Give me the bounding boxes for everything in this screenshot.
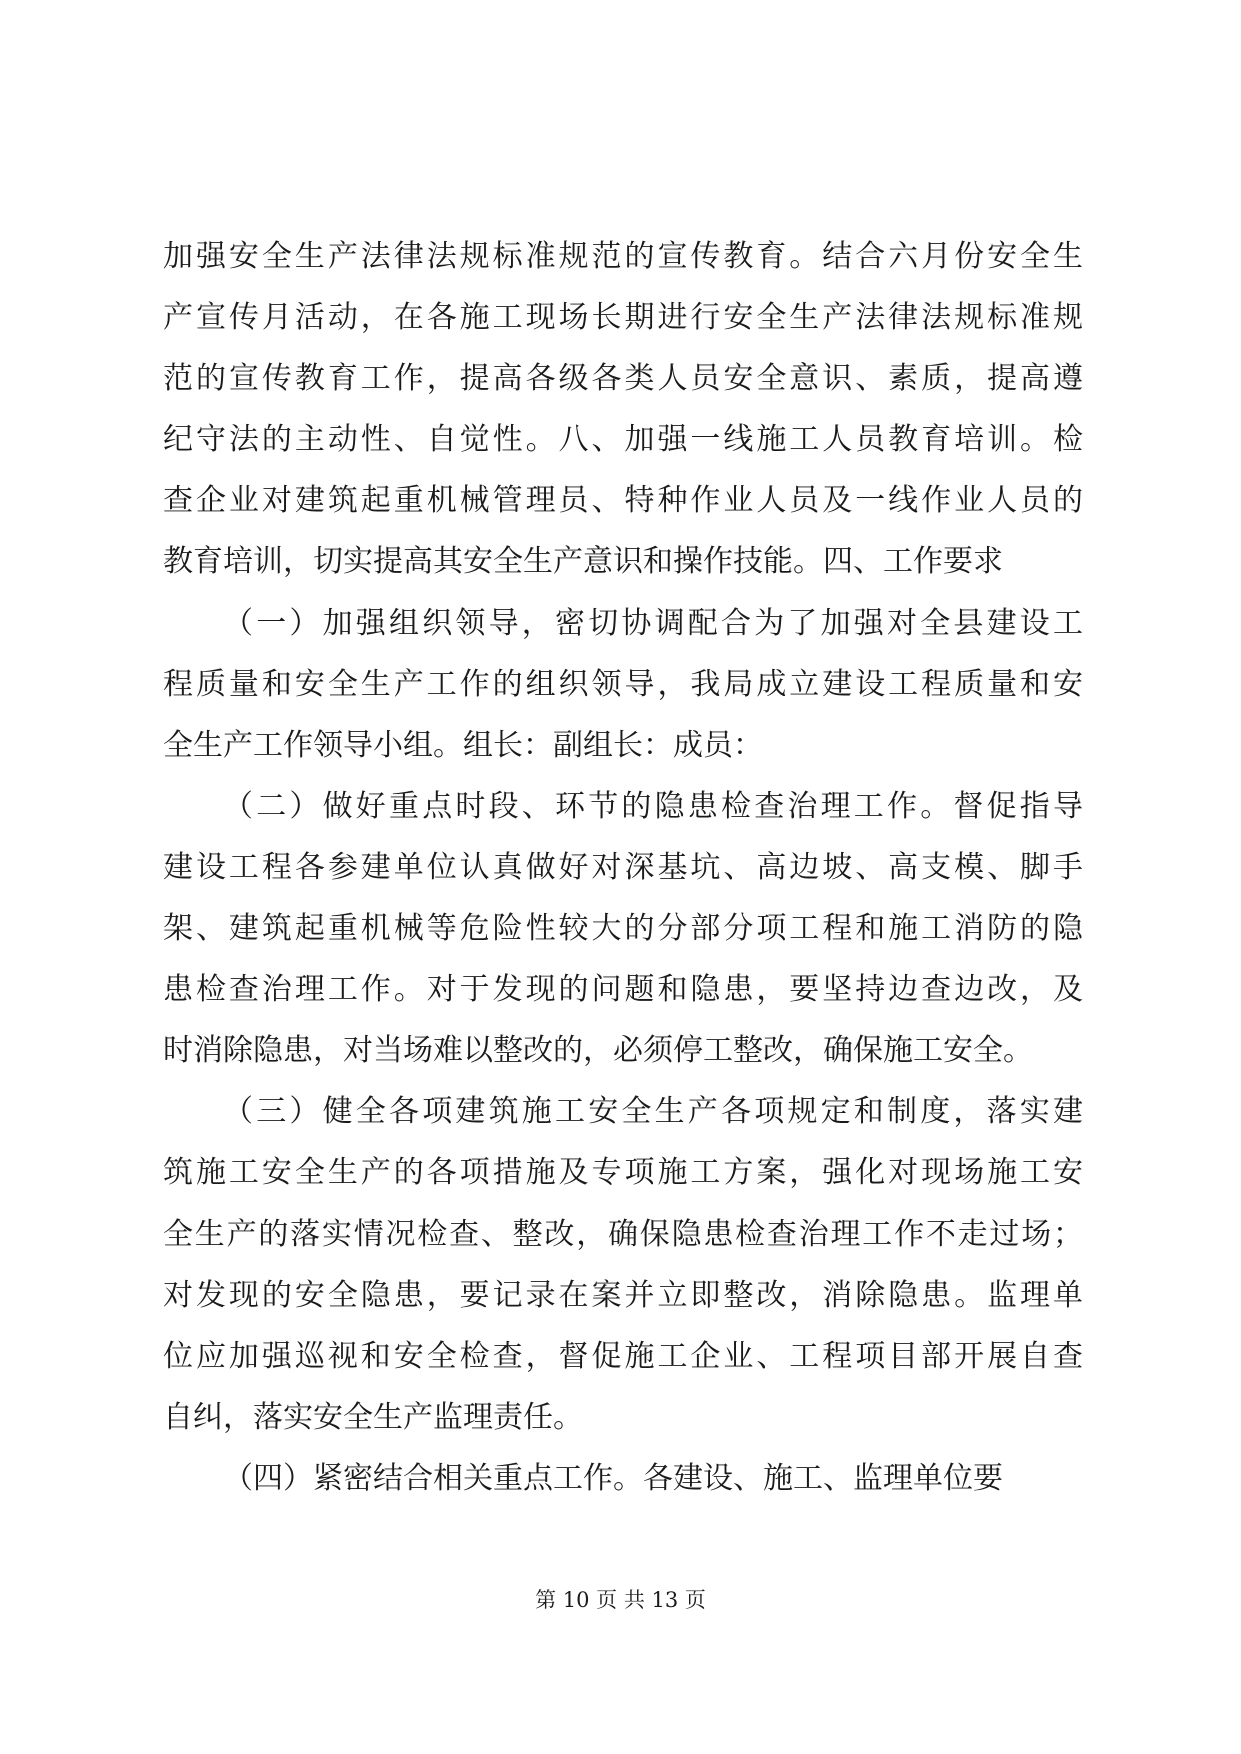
page-footer: [0, 1585, 1241, 1615]
text-line: 范的宣传教育工作，提高各级各类人员安全意识、素质，提高遵: [163, 361, 1083, 397]
text-line: 加强安全生产法律法规标准规范的宣传教育。结合六月份安全生: [163, 239, 1083, 274]
document-body: [163, 226, 1083, 1509]
text-line: 全生产工作领导小组。组长：副组长：成员：: [163, 727, 763, 763]
paragraph-start-line: （二）做好重点时段、环节的隐患检查治理工作。督促指导: [223, 788, 1083, 824]
text-line: 筑施工安全生产的各项措施及专项施工方案，强化对现场施工安: [163, 1155, 1083, 1191]
text-line: 建设工程各参建单位认真做好对深基坑、高边坡、高支模、脚手: [163, 849, 1083, 885]
text-line: 全生产的落实情况检查、整改，确保隐患检查治理工作不走过场；: [163, 1216, 1083, 1252]
text-line: 患检查治理工作。对于发现的问题和隐患，要坚持边查边改，及: [163, 972, 1083, 1008]
text-line: 自纠，落实安全生产监理责任。: [163, 1399, 583, 1435]
text-line: 纪守法的主动性、自觉性。八、加强一线施工人员教育培训。检: [163, 422, 1083, 458]
text-line: 产宣传月活动，在各施工现场长期进行安全生产法律法规标准规: [163, 300, 1083, 336]
paragraph-start-line: （一）加强组织领导，密切协调配合为了加强对全县建设工: [223, 605, 1083, 641]
page-number-label: 第 10 页 共 13 页: [535, 1588, 706, 1612]
text-line: 位应加强巡视和安全检查，督促施工企业、工程项目部开展自查: [163, 1338, 1083, 1374]
text-line: 教育培训，切实提高其安全生产意识和操作技能。四、工作要求: [163, 544, 1003, 580]
text-line: 架、建筑起重机械等危险性较大的分部分项工程和施工消防的隐: [163, 911, 1083, 947]
text-line: 查企业对建筑起重机械管理员、特种作业人员及一线作业人员的: [163, 483, 1083, 519]
paragraph-start-line: （三）健全各项建筑施工安全生产各项规定和制度，落实建: [223, 1094, 1083, 1130]
text-line: 程质量和安全生产工作的组织领导，我局成立建设工程质量和安: [163, 666, 1083, 702]
text-line: 对发现的安全隐患，要记录在案并立即整改，消除隐患。监理单: [163, 1277, 1083, 1313]
text-line: 时消除隐患，对当场难以整改的，必须停工整改，确保施工安全。: [163, 1033, 1033, 1069]
paragraph-start-line: （四）紧密结合相关重点工作。各建设、施工、监理单位要: [223, 1460, 1003, 1496]
